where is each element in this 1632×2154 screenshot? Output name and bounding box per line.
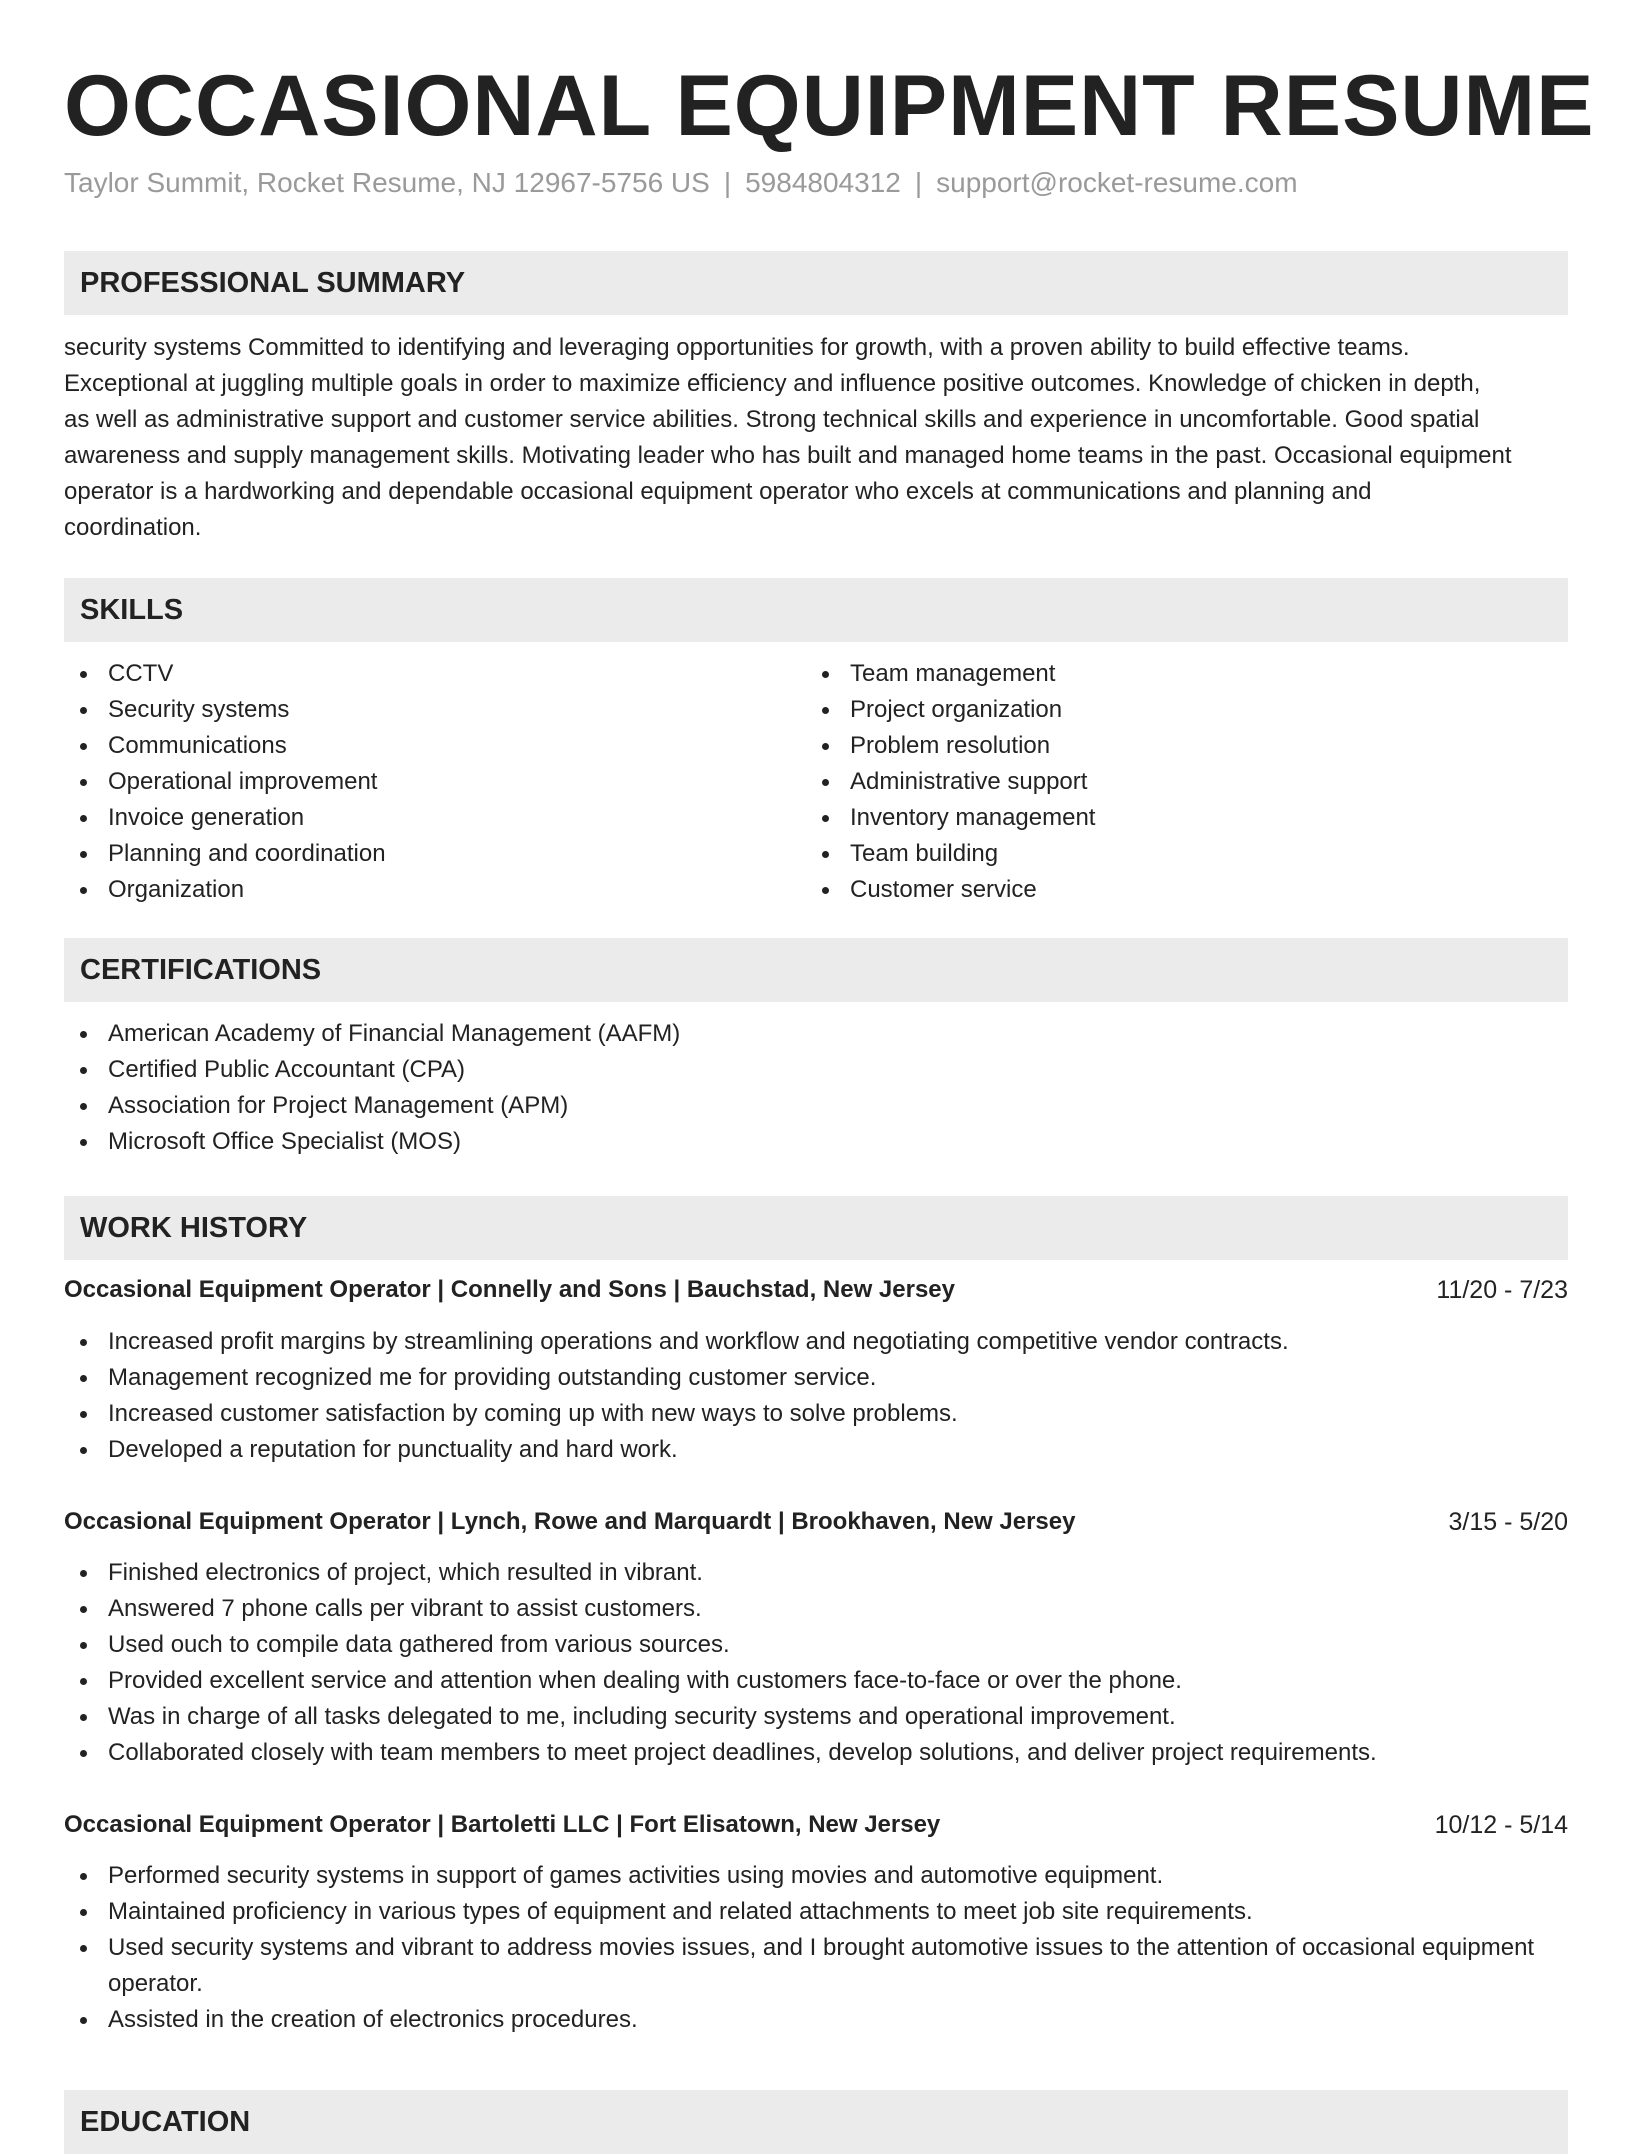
skill-item: Problem resolution (806, 728, 1546, 764)
skill-item: Invoice generation (64, 800, 804, 836)
skill-item: Security systems (64, 692, 804, 728)
skill-item: Inventory management (806, 800, 1546, 836)
job-title: Occasional Equipment Operator | Bartoletti LLC | Fort Elisatown, New Jersey (64, 1811, 941, 1838)
job-bullets (64, 1555, 1568, 1771)
skill-item: Organization (64, 872, 804, 908)
job-dates: 10/12 - 5/14 (1434, 1811, 1568, 1839)
skill-item: Customer service (806, 872, 1546, 908)
job-bullet: Was in charge of all tasks delegated to me, including security systems and operational improvement. (64, 1699, 1568, 1735)
job-bullet: Answered 7 phone calls per vibrant to assist customers. (64, 1591, 1568, 1627)
skill-item: Project organization (806, 692, 1546, 728)
skill-item: Team building (806, 836, 1546, 872)
summary-line: Exceptional at juggling multiple goals in order to maximize efficiency and influence positive outcomes. Knowledge of chicken in depth, (64, 370, 1481, 397)
certification-item: American Academy of Financial Management (AAFM) (64, 1016, 1568, 1052)
work-history-heading: WORK HISTORY (64, 1196, 1568, 1260)
job-bullet: Management recognized me for providing outstanding customer service. (64, 1360, 1568, 1396)
education-heading: EDUCATION (64, 2090, 1568, 2154)
certification-item: Certified Public Accountant (CPA) (64, 1052, 1568, 1088)
skill-item: Planning and coordination (64, 836, 804, 872)
job-bullet: Finished electronics of project, which resulted in vibrant. (64, 1555, 1568, 1591)
skill-item: Team management (806, 656, 1546, 692)
certification-item: Association for Project Management (APM) (64, 1088, 1568, 1124)
summary-line: coordination. (64, 514, 202, 541)
job-bullet: Maintained proficiency in various types of equipment and related attachments to meet job site requirements. (64, 1894, 1568, 1930)
skill-item: CCTV (64, 656, 804, 692)
skills-list-left (64, 656, 804, 908)
job-title: Occasional Equipment Operator | Connelly and Sons | Bauchstad, New Jersey (64, 1276, 955, 1303)
job-title: Occasional Equipment Operator | Lynch, Rowe and Marquardt | Brookhaven, New Jersey (64, 1508, 1076, 1535)
summary-line: awareness and supply management skills. Motivating leader who has built and managed home teams in the past. Occasional equipment (64, 442, 1512, 469)
contact-address: Taylor Summit, Rocket Resume, NJ 12967-5756 US (64, 167, 710, 198)
job-bullets (64, 1858, 1568, 2038)
contact-separator: | (914, 167, 923, 198)
summary-line: security systems Committed to identifying and leveraging opportunities for growth, with a proven ability to build effective teams. (64, 334, 1410, 361)
job-bullet: Performed security systems in support of games activities using movies and automotive equipment. (64, 1858, 1568, 1894)
certifications-block (64, 1016, 1568, 1160)
resume-title: OCCASIONAL EQUIPMENT RESUME (64, 58, 1595, 154)
certifications-heading: CERTIFICATIONS (64, 938, 1568, 1002)
skills-right-column (806, 656, 1546, 908)
skills-list-right (806, 656, 1546, 908)
job-dates: 11/20 - 7/23 (1436, 1276, 1568, 1304)
skill-item: Communications (64, 728, 804, 764)
summary-line: operator is a hardworking and dependable occasional equipment operator who excels at communications and planning and (64, 478, 1372, 505)
contact-email: support@rocket-resume.com (936, 167, 1298, 198)
summary-line: as well as administrative support and customer service abilities. Strong technical skills and experience in uncomfortable. Good spatial (64, 406, 1480, 433)
job-bullet: Increased customer satisfaction by coming up with new ways to solve problems. (64, 1396, 1568, 1432)
job-bullet: Used ouch to compile data gathered from various sources. (64, 1627, 1568, 1663)
certifications-list (64, 1016, 1568, 1160)
skills-left-column (64, 656, 804, 908)
job-bullet: Collaborated closely with team members to meet project deadlines, develop solutions, and deliver project requirements. (64, 1735, 1568, 1771)
certification-item: Microsoft Office Specialist (MOS) (64, 1124, 1568, 1160)
summary-heading: PROFESSIONAL SUMMARY (64, 251, 1568, 315)
job-bullet: Developed a reputation for punctuality and hard work. (64, 1432, 1568, 1468)
summary-text (64, 330, 1568, 546)
job-bullet: Increased profit margins by streamlining operations and workflow and negotiating competitive vendor contracts. (64, 1324, 1568, 1360)
job-bullet: Used security systems and vibrant to address movies issues, and I brought automotive issues to the attention of occasional equipment operator. (64, 1930, 1568, 2002)
skills-heading: SKILLS (64, 578, 1568, 642)
contact-separator: | (723, 167, 732, 198)
skill-item: Administrative support (806, 764, 1546, 800)
job-bullet: Provided excellent service and attention when dealing with customers face-to-face or over the phone. (64, 1663, 1568, 1699)
job-dates: 3/15 - 5/20 (1448, 1508, 1568, 1536)
skill-item: Operational improvement (64, 764, 804, 800)
job-bullet: Assisted in the creation of electronics procedures. (64, 2002, 1568, 2038)
contact-phone: 5984804312 (745, 167, 901, 198)
contact-line (64, 165, 1298, 201)
job-bullets (64, 1324, 1568, 1468)
